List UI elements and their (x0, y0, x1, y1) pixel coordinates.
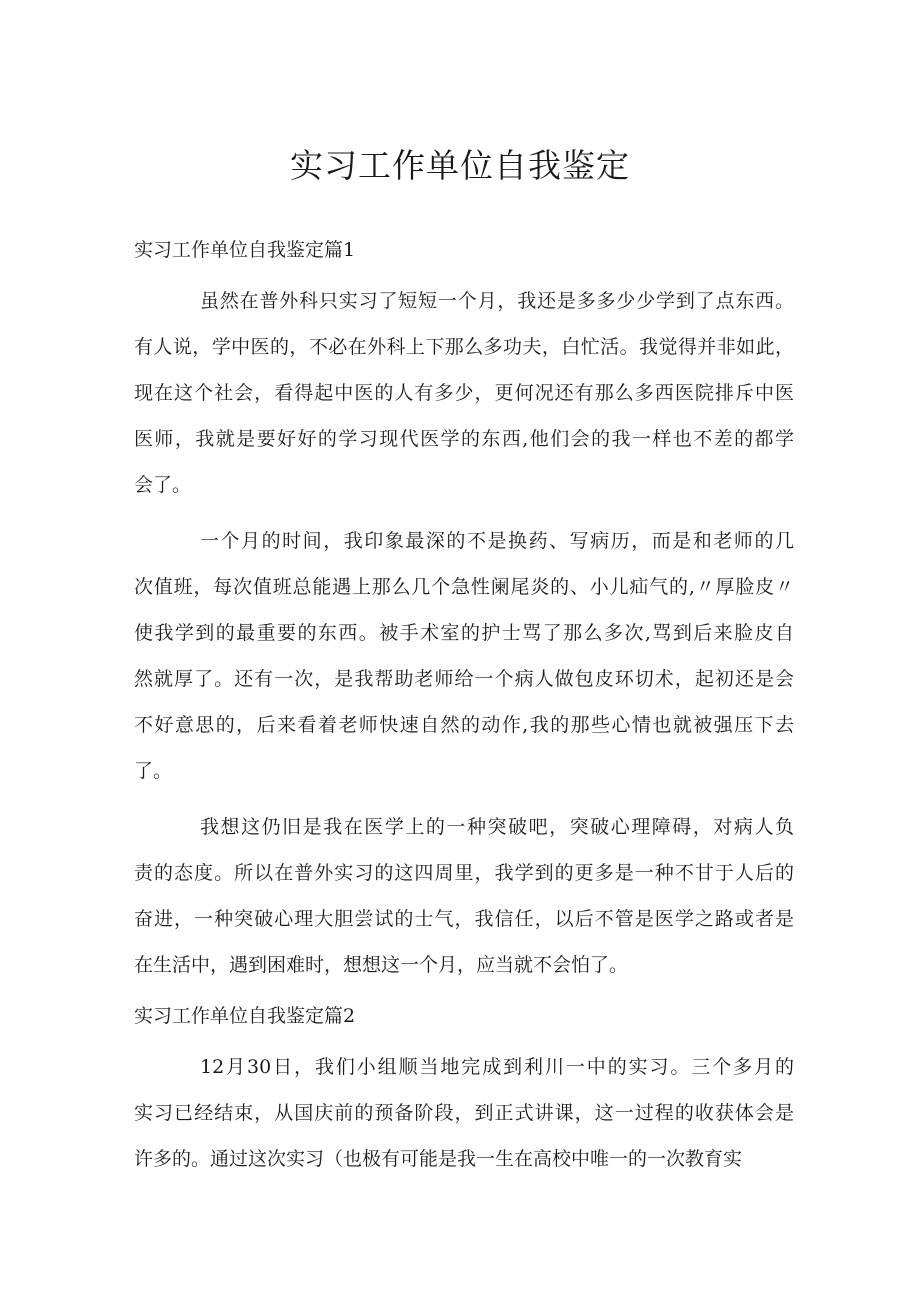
paragraph-line: 实习已经结束，从国庆前的预备阶段，到正式讲课，这一过程的收获体会是 (134, 1102, 794, 1124)
paragraph-line: 一个月的时间，我印象最深的不是换药、写病历，而是和老师的几 (200, 530, 794, 552)
paragraph-line: 在生活中，遇到困难时，想想这一个月，应当就不会怕了。 (134, 954, 629, 976)
paragraph (134, 278, 794, 508)
section-heading: 实习工作单位自我鉴定篇1 (134, 239, 356, 261)
paragraph-line: 使我学到的最重要的东西。被手术室的护士骂了那么多次,骂到后来脸皮自 (134, 622, 794, 644)
paragraph-line: 然就厚了。还有一次，是我帮助老师给一个病人做包皮环切术，起初还是会 (134, 668, 794, 690)
paragraph-line: 医师，我就是要好好的学习现代医学的东西,他们会的我一样也不差的都学 (134, 428, 794, 450)
paragraph-line: 奋进，一种突破心理大胆尝试的士气，我信任，以后不管是医学之路或者是 (134, 908, 794, 930)
paragraph-line: 虽然在普外科只实习了短短一个月，我还是多多少少学到了点东西。 (200, 290, 794, 312)
section-heading: 实习工作单位自我鉴定篇2 (134, 1005, 356, 1027)
document-body (134, 232, 794, 1192)
paragraph-line: 了。 (134, 760, 173, 782)
paragraph-line: 现在这个社会，看得起中医的人有多少，更何况还有那么多西医院排斥中医 (134, 382, 794, 404)
paragraph (134, 1044, 794, 1182)
paragraph-line: 我想这仍旧是我在医学上的一种突破吧，突破心理障碍，对病人负 (200, 816, 794, 838)
paragraph-line: 责的态度。所以在普外实习的这四周里，我学到的更多是一种不甘于人后的 (134, 862, 794, 884)
paragraph-line: 不好意思的，后来看着老师快速自然的动作,我的那些心情也就被强压下去 (134, 714, 794, 736)
paragraph-line: 12月30日，我们小组顺当地完成到利川一中的实习。三个多月的 (200, 1056, 794, 1078)
paragraph-line: 次值班，每次值班总能遇上那么几个急性阑尾炎的、小儿疝气的,〃厚脸皮〃 (134, 576, 794, 598)
paragraph (134, 804, 794, 988)
paragraph-line: 有人说，学中医的，不必在外科上下那么多功夫，白忙活。我觉得并非如此， (134, 336, 794, 358)
paragraph-line: 许多的。通过这次实习（也极有可能是我一生在高校中唯一的一次教育实 (134, 1148, 743, 1170)
paragraph-line: 会了。 (134, 474, 192, 496)
paragraph (134, 518, 794, 794)
document-title: 实习工作单位自我鉴定 (290, 146, 630, 185)
